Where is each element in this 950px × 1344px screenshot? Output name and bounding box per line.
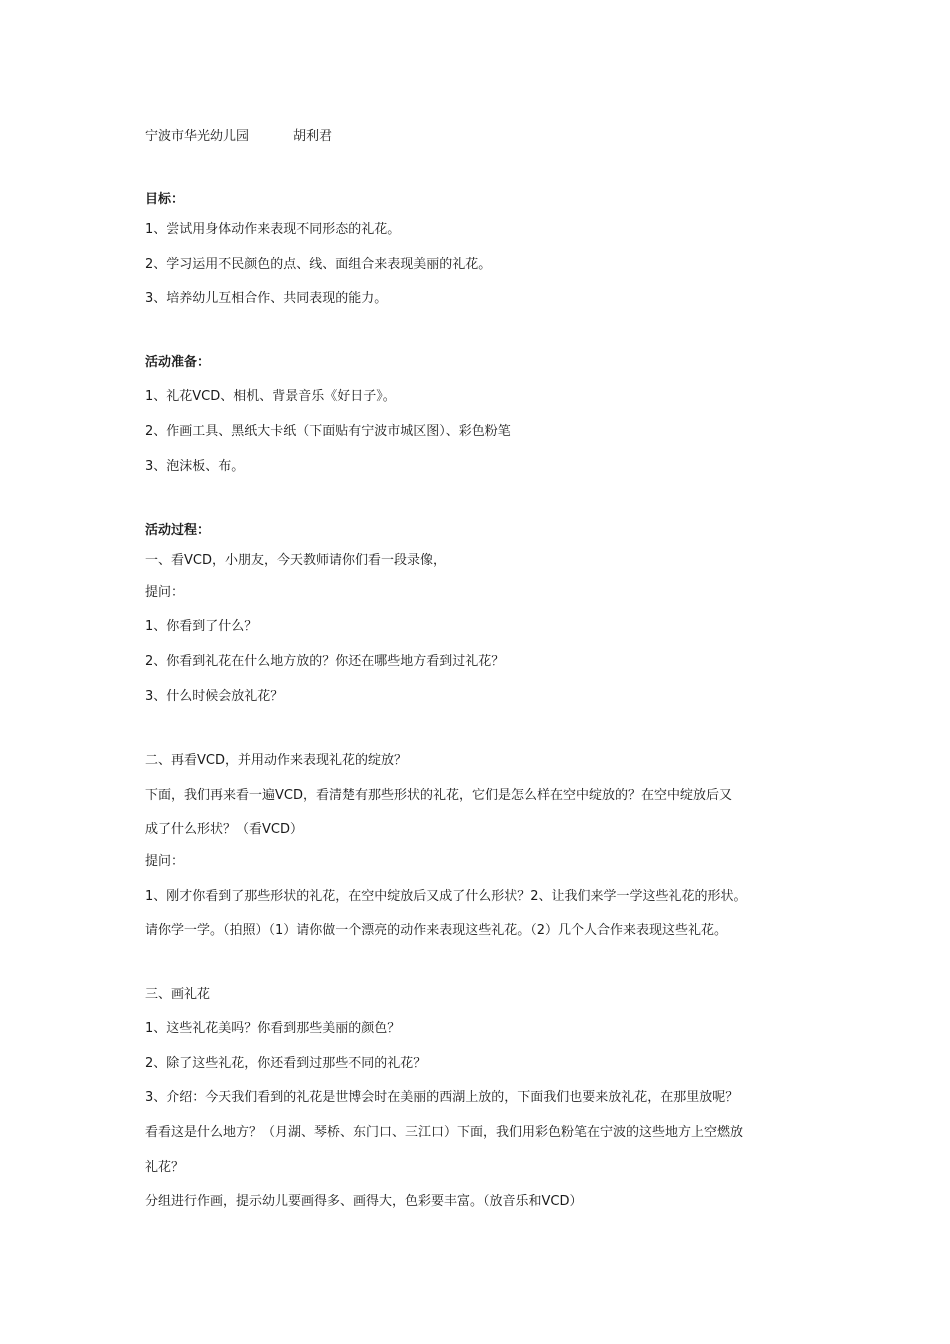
goal-item: 3、培养幼儿互相合作、共同表现的能力。 <box>145 291 388 306</box>
process-line: 礼花？ <box>145 1160 185 1175</box>
process-line: 提问： <box>145 854 185 869</box>
process-line: 三、画礼花 <box>145 987 211 1002</box>
prep-item: 3、泡沫板、布。 <box>145 459 245 474</box>
header-line <box>145 128 332 146</box>
goal-item: 2、学习运用不民颜色的点、线、面组合来表现美丽的礼花。 <box>145 257 492 272</box>
process-line: 请你学一学。（拍照）（1）请你做一个漂亮的动作来表现这些礼花。（2）几个人合作来表现这些礼花。 <box>145 923 728 938</box>
author-name: 胡利君 <box>293 129 333 144</box>
process-line: 3、什么时候会放礼花？ <box>145 689 284 704</box>
process-line: 2、你看到礼花在什么地方放的？你还在哪些地方看到过礼花？ <box>145 654 505 669</box>
process-line: 一、看VCD，小朋友，今天教师请你们看一段录像， <box>145 553 446 568</box>
prep-heading: 活动准备： <box>145 355 211 370</box>
process-line: 1、刚才你看到了那些形状的礼花，在空中绽放后又成了什么形状？2、让我们来学一学这些礼花的形状。 <box>145 889 747 904</box>
process-heading: 活动过程： <box>145 523 211 538</box>
prep-item: 2、作画工具、黑纸大卡纸（下面贴有宁波市城区图）、彩色粉笔 <box>145 424 511 439</box>
process-line: 看看这是什么地方？（月湖、琴桥、东门口、三江口）下面，我们用彩色粉笔在宁波的这些地方上空燃放 <box>145 1125 744 1140</box>
school-name: 宁波市华光幼儿园 <box>145 129 250 144</box>
goals-heading: 目标： <box>145 192 185 207</box>
process-line: 3、介绍：今天我们看到的礼花是世博会时在美丽的西湖上放的，下面我们也要来放礼花，在那里放呢？ <box>145 1090 739 1105</box>
prep-item: 1、礼花VCD、相机、背景音乐《好日子》。 <box>145 389 396 404</box>
process-line: 1、你看到了什么？ <box>145 619 258 634</box>
process-line: 二、再看VCD，并用动作来表现礼花的绽放？ <box>145 753 407 768</box>
process-line: 提问： <box>145 585 185 600</box>
process-line: 1、这些礼花美吗？你看到那些美丽的颜色？ <box>145 1021 401 1036</box>
process-line: 分组进行作画，提示幼儿要画得多、画得大，色彩要丰富。（放音乐和VCD） <box>145 1194 583 1209</box>
process-line: 下面，我们再来看一遍VCD，看清楚有那些形状的礼花，它们是怎么样在空中绽放的？在空中绽放后又 <box>145 788 732 803</box>
process-line: 2、除了这些礼花，你还看到过那些不同的礼花？ <box>145 1056 427 1071</box>
process-line: 成了什么形状？（看VCD） <box>145 822 303 837</box>
goal-item: 1、尝试用身体动作来表现不同形态的礼花。 <box>145 222 401 237</box>
